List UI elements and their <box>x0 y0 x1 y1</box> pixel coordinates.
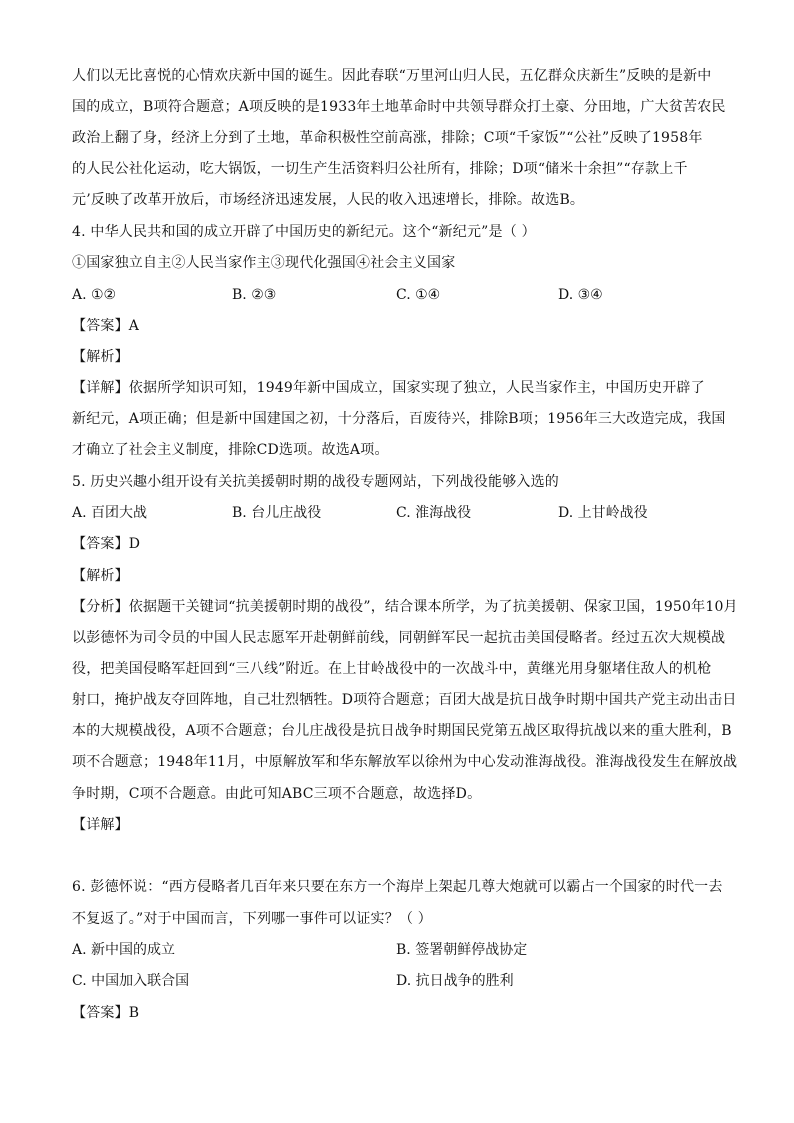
q6-option-b: B. 签署朝鲜停战协定 <box>396 942 528 958</box>
q5-option-a: A. 百团大战 <box>72 505 148 521</box>
q5-answer: 【答案】D <box>72 536 141 552</box>
q6-answer: 【答案】B <box>72 1005 140 1021</box>
q5-analysis-label: 【解析】 <box>72 568 129 584</box>
q5-analysis-line: 争时期，C项不合题意。由此可知ABC三项不合题意，故选择D。 <box>72 786 482 802</box>
intro-line: 国的成立，B项符合题意；A项反映的是1933年土地革命时中共领导群众打土豪、分田地，广大贫苦农民 <box>72 99 726 115</box>
q6-option-a: A. 新中国的成立 <box>72 942 176 958</box>
q6-option-c: C. 中国加入联合国 <box>72 973 190 989</box>
q5-option-c: C. 淮海战役 <box>396 505 472 521</box>
intro-line: 的人民公社化运动，吃大锅饭，一切生产生活资料归公社所有，排除；D项“储米十余担”“存款上千 <box>72 161 688 177</box>
question-6-stem-line: 6. 彭德怀说：“西方侵略者几百年来只要在东方一个海岸上架起几尊大炮就可以霸占一个国家的时代一去 <box>72 879 723 895</box>
q5-detail-label: 【详解】 <box>72 817 129 833</box>
question-4-stem: 4. 中华人民共和国的成立开辟了中国历史的新纪元。这个“新纪元”是（ ） <box>72 224 536 240</box>
q4-option-c: C. ①④ <box>396 287 441 303</box>
question-4-items: ①国家独立自主②人民当家作主③现代化强国④社会主义国家 <box>72 255 456 271</box>
q4-detail-line: 新纪元，A项正确；但是新中国建国之初，十分落后，百废待兴，排除B项；1956年三大改造完成，我国 <box>72 411 726 427</box>
q5-analysis-line: 以彭德怀为司令员的中国人民志愿军开赴朝鲜前线，同朝鲜军民一起抗击美国侵略者。经过五次大规模战 <box>72 630 726 646</box>
q4-analysis-label: 【解析】 <box>72 349 129 365</box>
q5-option-b: B. 台儿庄战役 <box>232 505 322 521</box>
q5-analysis-line: 本的大规模战役，A项不合题意；台儿庄战役是抗日战争时期国民党第五战区取得抗战以来的重大胜利，B <box>72 723 732 739</box>
q4-option-b: B. ②③ <box>232 287 277 303</box>
q6-option-d: D. 抗日战争的胜利 <box>396 973 514 989</box>
q5-analysis-line: 役，把美国侵略军赶回到“三八线”附近。在上甘岭战役中的一次战斗中，黄继光用身躯堵住敌人的机枪 <box>72 661 712 677</box>
q5-option-d: D. 上甘岭战役 <box>558 505 648 521</box>
intro-line: 政治上翻了身，经济上分到了土地，革命积极性空前高涨，排除；C项“千家饭”“公社”反映了1958年 <box>72 130 703 146</box>
q5-analysis-line: 射口，掩护战友夺回阵地，自己壮烈牺牲。D项符合题意；百团大战是抗日战争时期中国共产党主动出击日 <box>72 692 737 708</box>
intro-line: 元’反映了改革开放后，市场经济迅速发展，人民的收入迅速增长，排除。故选B。 <box>72 192 585 208</box>
q4-option-a: A. ①② <box>72 287 117 303</box>
q5-analysis-line: 【分析】依据题干关键词“抗美援朝时期的战役”，结合课本所学，为了抗美援朝、保家卫国，1950年10月 <box>72 599 738 615</box>
q4-answer: 【答案】A <box>72 318 140 334</box>
q5-analysis-line: 项不合题意；1948年11月，中原解放军和华东解放军以徐州为中心发动淮海战役。淮海战役发生在解放战 <box>72 754 738 770</box>
intro-line: 人们以无比喜悦的心情欢庆新中国的诞生。因此春联“万里河山归人民，五亿群众庆新生”反映的是新中 <box>72 68 712 84</box>
q4-detail-line: 【详解】依据所学知识可知，1949年新中国成立，国家实现了独立，人民当家作主，中国历史开辟了 <box>72 380 705 396</box>
question-6-stem-line: 不复返了。”对于中国而言，下列哪一事件可以证实？（ ） <box>72 911 433 927</box>
question-5-stem: 5. 历史兴趣小组开设有关抗美援朝时期的战役专题网站，下列战役能够入选的 <box>72 474 560 490</box>
q4-option-d: D. ③④ <box>558 287 603 303</box>
q4-detail-line: 才确立了社会主义制度，排除CD选项。故选A项。 <box>72 442 389 458</box>
